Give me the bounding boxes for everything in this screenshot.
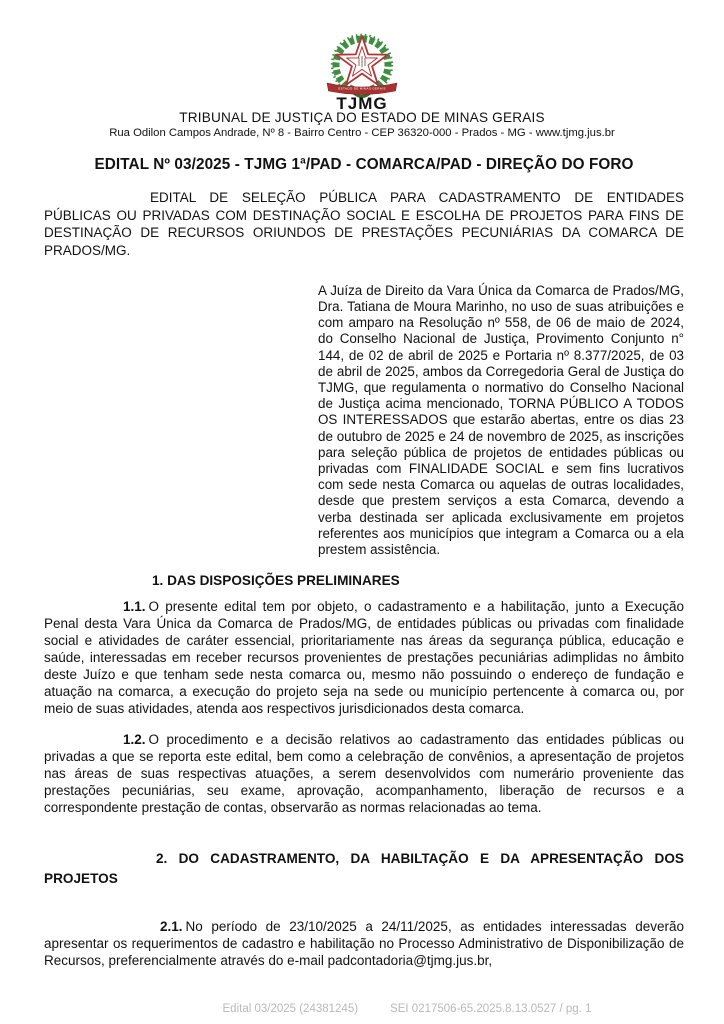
page-footer	[45, 1003, 724, 1015]
section-1-heading: 1. DAS DISPOSIÇÕES PRELIMINARES	[152, 573, 400, 589]
paragraph-1-1-number: 1.1.	[123, 599, 146, 615]
paragraph-2-1-text: No período de 23/10/2025 a 24/11/2025, as entidades interessadas deverão apresentar os requerimentos de cadastro e habilitação no Processo Administrativo de Disponibilização de Recursos, preferencialmente através do e-mail padcontadoria@tjmg.jus.br,	[44, 919, 684, 969]
paragraph-1-1	[44, 598, 684, 717]
paragraph-1-2	[44, 731, 684, 816]
page-title: EDITAL Nº 03/2025 - TJMG 1ª/PAD - COMARCA/PAD - DIREÇÃO DO FORO	[94, 156, 634, 173]
preamble-paragraph: A Juíza de Direito da Vara Única da Comarca de Prados/MG, Dra. Tatiana de Moura Marinho, no uso de suas atribuições e com amparo na Resolução nº 558, de 06 de maio de 2024, do Conselho Nacional de Justiça, Provimento Conjunto n° 144, de 02 de abril de 2025 e Portaria nº 8.377/2025, de 03 de abril de 2025, ambos da Corregedoria Geral de Justiça do TJMG, que regulamenta o normativo do Conselho Nacional de Justiça acima mencionado, TORNA PÚBLICO A TODOS OS INTERESSADOS que estarão abertas, entre os dias 23 de outubro de 2025 e 24 de novembro de 2025, as inscrições para seleção pública de projetos de entidades públicas ou privadas com FINALIDADE SOCIAL e sem fins lucrativos com sede nesta Comarca ou aquelas de outras localidades, desde que prestem serviços a esta Comarca, devendo a verba destinada ser aplicada exclusivamente em projetos referentes aos municípios que integram a Comarca ou a ela prestem assistência.	[318, 282, 684, 558]
lead-paragraph: EDITAL DE SELEÇÃO PÚBLICA PARA CADASTRAMENTO DE ENTIDADES PÚBLICAS OU PRIVADAS COM DESTINAÇÃO SOCIAL E ESCOLHA DE PROJETOS PARA FINS DE DESTINAÇÃO DE RECURSOS ORIUNDOS DE PRESTAÇÕES PECUNIÁRIAS DA COMARCA DE PRADOS/MG.	[44, 190, 684, 259]
paragraph-2-1	[44, 918, 684, 969]
org-name: TRIBUNAL DE JUSTIÇA DO ESTADO DE MINAS GERAIS	[179, 110, 545, 125]
footer-doc-ref: Edital 03/2025 (24381245)	[222, 1003, 359, 1015]
emblem-banner-text: ESTADO DE MINAS GERAIS	[338, 86, 386, 91]
paragraph-2-1-number: 2.1.	[160, 919, 183, 935]
org-address: Rua Odilon Campos Andrade, Nº 8 - Bairro Centro - CEP 36320-000 - Prados - MG - www.tjmg.jus.br	[109, 127, 615, 139]
section-2-heading: 2. DO CADASTRAMENTO, DA HABILTAÇÃO E DA APRESENTAÇÃO DOS PROJETOS	[44, 851, 684, 887]
paragraph-1-1-text: O presente edital tem por objeto, o cadastramento e a habilitação, junto a Execução Penal desta Vara Única da Comarca de Prados/MG, de entidades públicas ou privadas com finalidade social e atividades de caráter essencial, prioritariamente nas áreas da segurança pública, educação e saúde, interessadas em receber recursos provenientes de prestações pecuniárias adimplidas no âmbito deste Juízo e que tenham sede nesta comarca ou, mesmo não possuindo o endereço de fundação e atuação na comarca, a execução do projeto seja na sede ou município pertencente à comarca ou, por meio de suas atividades, atenda aos respectivos jurisdicionados desta comarca.	[44, 599, 684, 717]
document-body	[0, 156, 724, 969]
paragraph-1-2-number: 1.2.	[123, 732, 146, 748]
footer-sei-ref: SEI 0217506-65.2025.8.13.0527 / pg. 1	[390, 1003, 592, 1015]
minas-gerais-coat-of-arms-icon	[314, 33, 410, 103]
letterhead: ESTADO DE MINAS GERAIS TJMG	[0, 0, 724, 104]
paragraph-1-2-text: O procedimento e a decisão relativos ao cadastramento das entidades públicas ou privadas a que se reporta este edital, bem como a celebração de convênios, a apresentação de projetos nas áreas de suas respectivas atuações, a serem desenvolvidos com numerário proveniente das prestações pecuniárias, seu exame, aprovação, acompanhamento, liberação de recursos e a correspondente prestação de contas, observarão as normas relacionadas ao tema.	[44, 732, 684, 816]
